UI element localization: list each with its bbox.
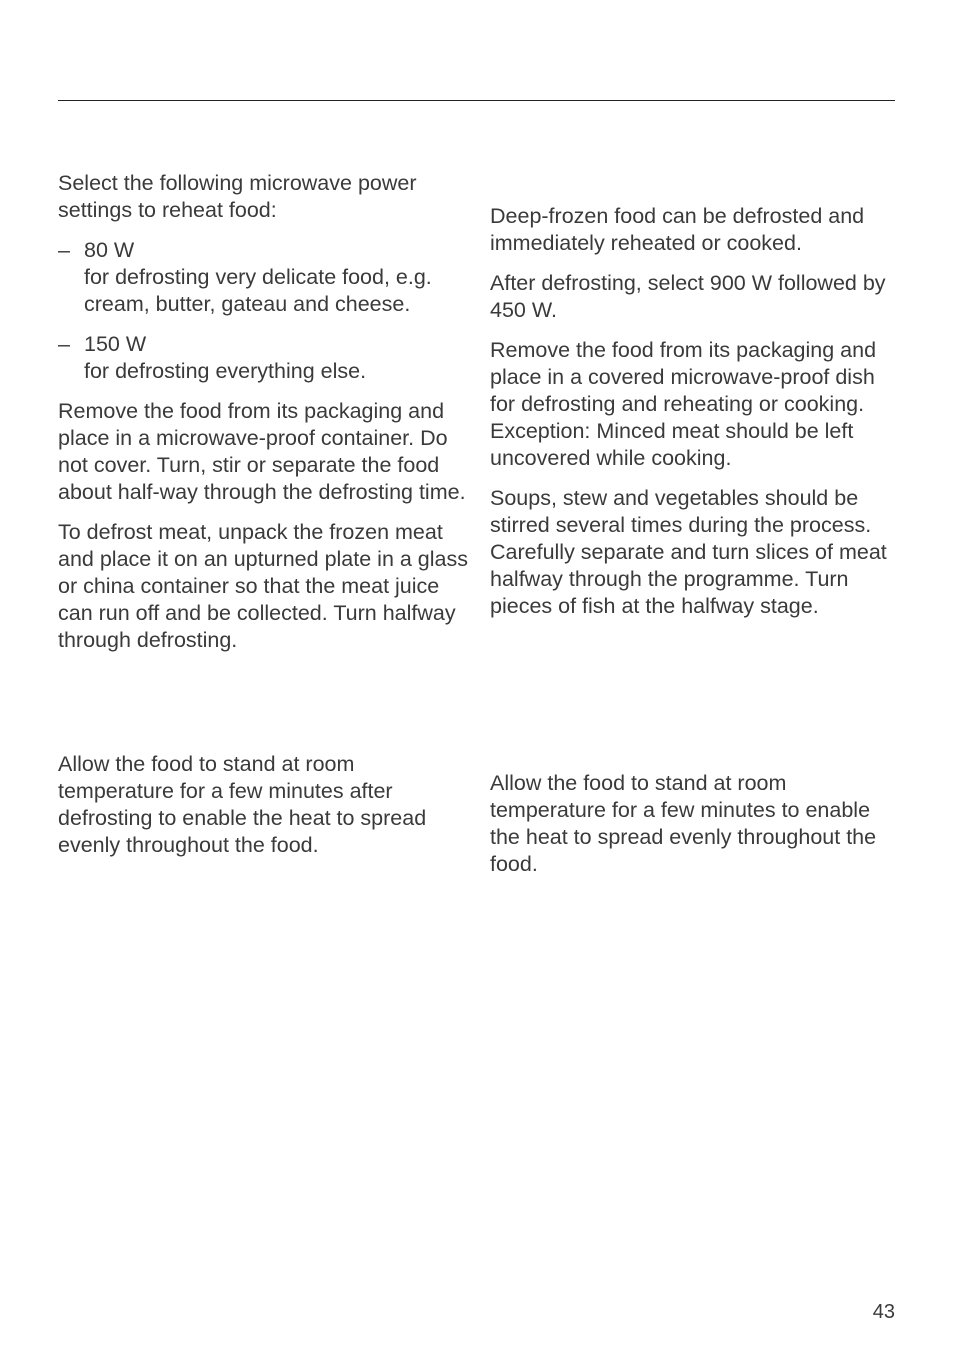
covered-dish-paragraph: Remove the food from its packaging and place in a covered microwave-proof dish for defrosting and reheating or cooking. Exception: Minced meat should be left uncovered while cooking. — [490, 338, 877, 470]
list-item — [58, 237, 468, 318]
list-dash: – — [58, 238, 70, 262]
power-setting: 150 W — [84, 332, 147, 356]
header-rule — [58, 100, 895, 101]
standing-time-paragraph: Allow the food to stand at room temperature for a few minutes after defrosting to enable the heat to spread evenly throughout the food. — [58, 752, 427, 857]
reheat-intro: Select the following microwave power settings to reheat food: — [58, 171, 417, 222]
left-column-bottom — [58, 751, 468, 859]
packaging-paragraph: Remove the food from its packaging and place in a microwave-proof container. Do not cover. Turn, stir or separate the food about half-way through the defrosting time. — [58, 399, 466, 504]
list-dash: – — [58, 332, 70, 356]
power-setting: 80 W — [84, 238, 135, 262]
right-column-top — [490, 203, 900, 620]
list-item — [58, 331, 468, 385]
standing-time-paragraph: Allow the food to stand at room temperature for a few minutes to enable the heat to spread evenly throughout the food. — [490, 771, 877, 876]
power-description: for defrosting very delicate food, e.g. cream, butter, gateau and cheese. — [84, 265, 432, 316]
stirring-paragraph: Soups, stew and vegetables should be stirred several times during the process. Carefully separate and turn slices of meat halfway through the programme. Turn pieces of fish at the halfway stage. — [490, 486, 887, 618]
left-column-top — [58, 170, 468, 654]
right-column-bottom — [490, 770, 900, 878]
deep-frozen-paragraph: Deep-frozen food can be defrosted and immediately reheated or cooked. — [490, 204, 865, 255]
defrost-meat-paragraph: To defrost meat, unpack the frozen meat and place it on an upturned plate in a glass or china container so that the meat juice can run off and be collected. Turn halfway through defrosting. — [58, 520, 468, 652]
page-number: 43 — [872, 1301, 895, 1323]
power-description: for defrosting everything else. — [84, 359, 367, 383]
after-defrosting-paragraph: After defrosting, select 900 W followed by 450 W. — [490, 271, 886, 322]
